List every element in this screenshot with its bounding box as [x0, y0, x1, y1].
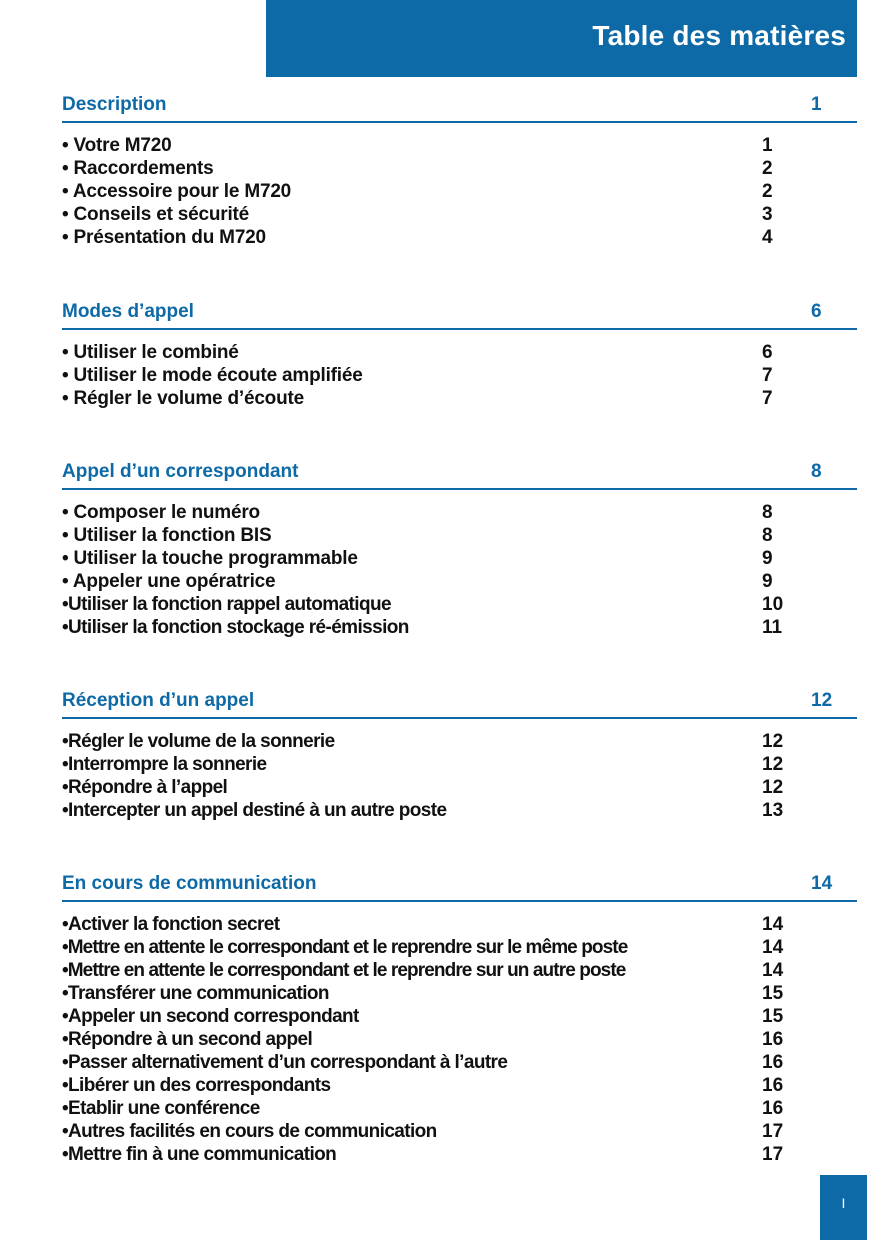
section-title[interactable]: En cours de communication [62, 873, 317, 894]
section-header [62, 296, 857, 330]
toc-entry[interactable] [62, 525, 857, 548]
entry-label: •Mettre en attente le correspondant et le reprendre sur un autre poste [62, 960, 626, 981]
entry-page: 16 [762, 1052, 784, 1073]
toc-entry[interactable] [62, 617, 857, 640]
toc-entry[interactable] [62, 731, 857, 754]
toc-entry[interactable] [62, 181, 857, 204]
section-page: 8 [811, 461, 822, 482]
entry-label: • Raccordements [62, 158, 214, 179]
entry-page: 14 [762, 914, 784, 935]
page-number: I [841, 1195, 846, 1211]
entry-page: 6 [762, 342, 773, 363]
entry-label: •Mettre fin à une communication [62, 1144, 337, 1165]
toc-section-description [62, 89, 857, 250]
toc-entry[interactable] [62, 1098, 857, 1121]
entry-label: •Intercepter un appel destiné à un autre poste [62, 800, 447, 821]
entry-label: •Répondre à un second appel [62, 1029, 313, 1050]
entry-page: 2 [762, 181, 773, 202]
toc-entry[interactable] [62, 1006, 857, 1029]
section-title[interactable]: Description [62, 94, 167, 115]
toc-entry[interactable] [62, 571, 857, 594]
entry-label: •Répondre à l’appel [62, 777, 228, 798]
entry-page: 12 [762, 777, 784, 798]
toc-entry[interactable] [62, 960, 857, 983]
toc-section-en-cours-communication [62, 868, 857, 1167]
entry-page: 1 [762, 135, 773, 156]
entry-label: •Etablir une conférence [62, 1098, 260, 1119]
entry-label: •Appeler un second correspondant [62, 1006, 359, 1027]
toc-entry[interactable] [62, 983, 857, 1006]
toc-entry[interactable] [62, 342, 857, 365]
entry-page: 9 [762, 571, 773, 592]
entry-page: 2 [762, 158, 773, 179]
entry-label: •Activer la fonction secret [62, 914, 280, 935]
entry-page: 7 [762, 365, 773, 386]
entry-page: 13 [762, 800, 784, 821]
entry-label: •Transférer une communication [62, 983, 329, 1004]
toc-entry[interactable] [62, 800, 857, 823]
entry-page: 8 [762, 525, 773, 546]
section-header [62, 868, 857, 902]
entry-page: 11 [762, 617, 783, 638]
entry-label: •Passer alternativement d’un correspondant à l’autre [62, 1052, 508, 1073]
entry-page: 9 [762, 548, 773, 569]
entry-page: 14 [762, 960, 784, 981]
entry-label: • Présentation du M720 [62, 227, 266, 248]
toc-entry[interactable] [62, 502, 857, 525]
toc-entry[interactable] [62, 1121, 857, 1144]
section-title[interactable]: Modes d’appel [62, 301, 194, 322]
entry-label: • Conseils et sécurité [62, 204, 250, 225]
entry-label: • Utiliser la fonction BIS [62, 525, 272, 546]
toc-entry[interactable] [62, 227, 857, 250]
toc-entry[interactable] [62, 388, 857, 411]
toc-entry[interactable] [62, 204, 857, 227]
table-of-contents [62, 0, 857, 1240]
entry-label: •Interrompre la sonnerie [62, 754, 267, 775]
entry-page: 15 [762, 1006, 784, 1027]
section-page: 14 [811, 873, 833, 894]
page-title: Table des matières [592, 20, 846, 51]
section-page: 12 [811, 690, 833, 711]
toc-entry[interactable] [62, 777, 857, 800]
entry-label: •Autres facilités en cours de communication [62, 1121, 437, 1142]
toc-entry[interactable] [62, 914, 857, 937]
entry-page: 16 [762, 1098, 784, 1119]
entry-label: • Régler le volume d’écoute [62, 388, 304, 409]
entry-page: 8 [762, 502, 773, 523]
section-page: 1 [811, 94, 822, 115]
section-header [62, 456, 857, 490]
entry-page: 12 [762, 754, 784, 775]
entry-page: 7 [762, 388, 773, 409]
section-title[interactable]: Appel d’un correspondant [62, 461, 299, 482]
entry-page: 15 [762, 983, 784, 1004]
entry-label: •Mettre en attente le correspondant et le reprendre sur le même poste [62, 937, 628, 958]
entry-label: • Appeler une opératrice [62, 571, 276, 592]
section-header [62, 89, 857, 123]
entry-label: •Libérer un des correspondants [62, 1075, 331, 1096]
toc-entry[interactable] [62, 365, 857, 388]
toc-section-reception-appel [62, 685, 857, 823]
toc-entry[interactable] [62, 158, 857, 181]
entry-label: • Accessoire pour le M720 [62, 181, 292, 202]
toc-entry[interactable] [62, 1029, 857, 1052]
entry-page: 4 [762, 227, 773, 248]
toc-entry[interactable] [62, 135, 857, 158]
entry-label: • Utiliser le combiné [62, 342, 239, 363]
toc-entry[interactable] [62, 1144, 857, 1167]
toc-section-appel-correspondant [62, 456, 857, 640]
entry-page: 12 [762, 731, 784, 752]
entry-page: 16 [762, 1075, 784, 1096]
page-number-tab [820, 1175, 867, 1240]
toc-entry[interactable] [62, 594, 857, 617]
section-title[interactable]: Réception d’un appel [62, 690, 255, 711]
entry-label: •Régler le volume de la sonnerie [62, 731, 335, 752]
toc-entry[interactable] [62, 1052, 857, 1075]
entry-label: • Votre M720 [62, 135, 172, 156]
toc-entry[interactable] [62, 548, 857, 571]
toc-entry[interactable] [62, 754, 857, 777]
entry-label: • Composer le numéro [62, 502, 260, 523]
entry-label: • Utiliser le mode écoute amplifiée [62, 365, 363, 386]
entry-label: •Utiliser la fonction rappel automatique [62, 594, 391, 615]
entry-page: 17 [762, 1121, 784, 1142]
entry-page: 14 [762, 937, 784, 958]
toc-section-modes-appel [62, 296, 857, 411]
section-header [62, 685, 857, 719]
section-page: 6 [811, 301, 822, 322]
entry-page: 3 [762, 204, 773, 225]
toc-entry[interactable] [62, 937, 857, 960]
entry-label: •Utiliser la fonction stockage ré-émission [62, 617, 409, 638]
entry-page: 17 [762, 1144, 784, 1165]
entry-page: 10 [762, 594, 784, 615]
toc-entry[interactable] [62, 1075, 857, 1098]
entry-page: 16 [762, 1029, 784, 1050]
entry-label: • Utiliser la touche programmable [62, 548, 358, 569]
